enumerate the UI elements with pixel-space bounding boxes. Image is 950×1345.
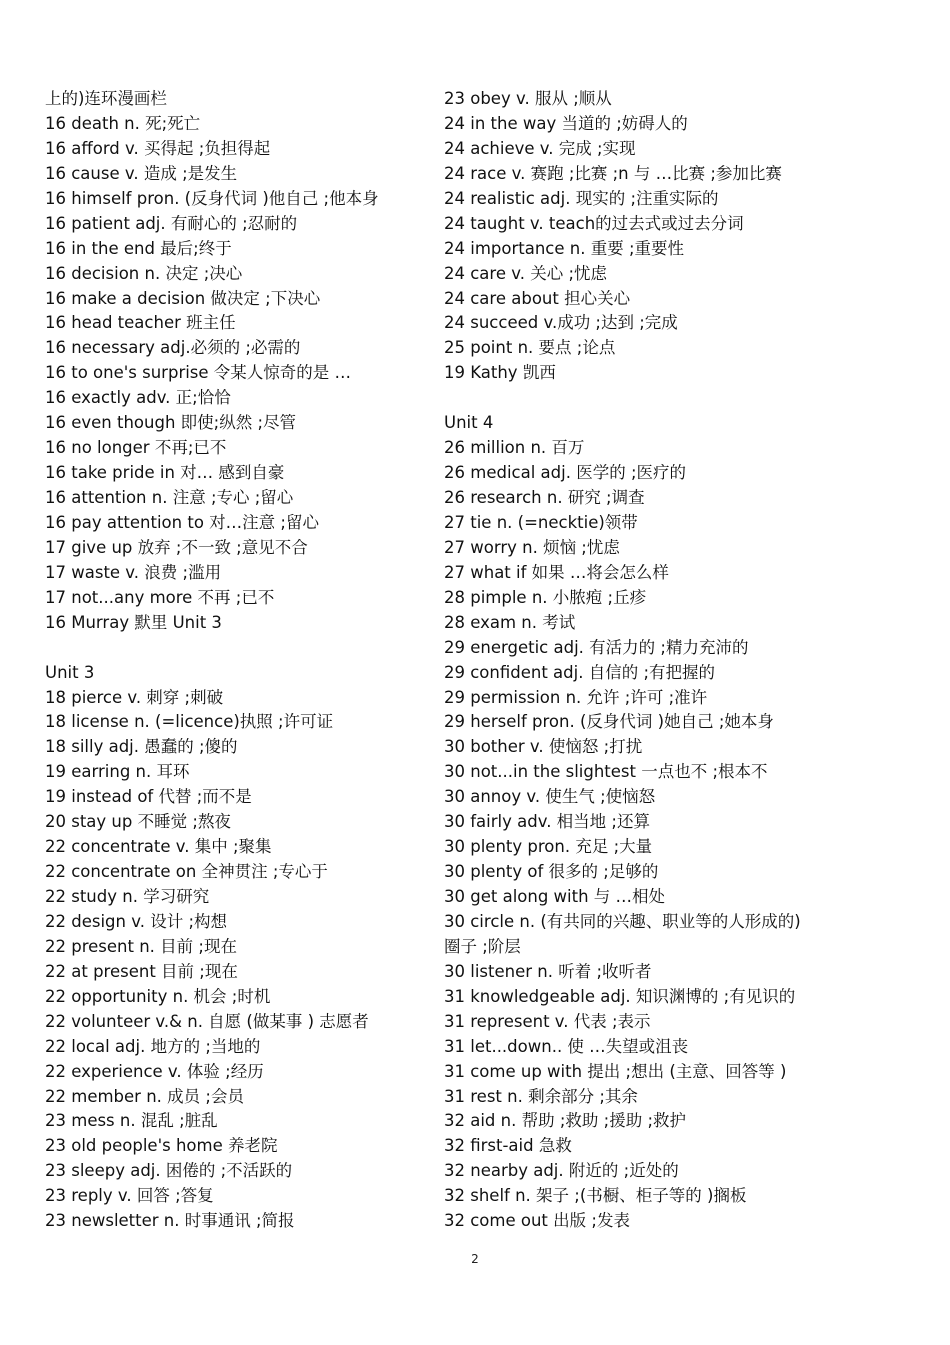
vocab-line: 23 newsletter n. 时事通讯 ;简报: [45, 1211, 295, 1231]
vocab-line: 24 achieve v. 完成 ;实现: [444, 138, 636, 158]
vocab-line: 23 mess n. 混乱 ;脏乱: [45, 1111, 218, 1131]
vocab-line: 25 point n. 要点 ;论点: [444, 338, 616, 358]
vocab-line: 19 Kathy 凯西: [444, 363, 556, 383]
vocab-line: 32 first-aid 急救: [444, 1136, 572, 1156]
vocab-line: 17 give up 放弃 ;不一致 ;意见不合: [45, 537, 308, 557]
vocab-line: 32 aid n. 帮助 ;救助 ;援助 ;救护: [444, 1111, 687, 1131]
vocab-line: 32 come out 出版 ;发表: [444, 1211, 630, 1231]
vocab-line: 24 in the way 当道的 ;妨碍人的: [444, 113, 688, 133]
vocab-line: 30 not...in the slightest 一点也不 ;根本不: [444, 762, 768, 782]
vocab-line: 16 death n. 死;死亡: [45, 113, 201, 133]
vocab-line: 22 volunteer v.& n. 自愿 (做某事 ) 志愿者: [45, 1011, 369, 1031]
vocab-line: 27 tie n. (=necktie)领带: [444, 512, 638, 532]
vocab-line: 31 come up with 提出 ;想出 (主意、回答等 ): [444, 1061, 787, 1081]
vocab-line: 22 experience v. 体验 ;经历: [45, 1061, 264, 1081]
vocab-line: 17 not...any more 不再 ;已不: [45, 587, 275, 607]
vocab-line: 29 permission n. 允许 ;许可 ;准许: [444, 687, 708, 707]
vocab-line: 24 importance n. 重要 ;重要性: [444, 238, 685, 258]
vocab-line: 24 realistic adj. 现实的 ;注重实际的: [444, 188, 719, 208]
vocab-line: 31 knowledgeable adj. 知识渊博的 ;有见识的: [444, 986, 796, 1006]
vocab-line: 31 rest n. 剩余部分 ;其余: [444, 1086, 638, 1106]
vocab-line: 23 sleepy adj. 困倦的 ;不活跃的: [45, 1161, 293, 1181]
vocab-line: 30 plenty pron. 充足 ;大量: [444, 837, 653, 857]
vocab-line: 16 take pride in 对… 感到自豪: [45, 463, 285, 483]
section-heading-unit-4: Unit 4: [444, 413, 494, 433]
vocab-line: 31 represent v. 代表 ;表示: [444, 1011, 651, 1031]
vocab-line: 16 no longer 不再;已不: [45, 438, 227, 458]
vocab-line: 23 obey v. 服从 ;顺从: [444, 89, 612, 108]
vocab-line: 28 pimple n. 小脓疱 ;丘疹: [444, 587, 647, 607]
vocab-line: 16 patient adj. 有耐心的 ;忍耐的: [45, 213, 298, 233]
vocab-line: 22 present n. 目前 ;现在: [45, 936, 237, 956]
vocab-line: 24 care v. 关心 ;忧虑: [444, 263, 608, 283]
vocab-line: 32 shelf n. 架子 ;(书橱、柜子等的 )搁板: [444, 1186, 747, 1206]
vocab-line: 24 care about 担心关心: [444, 288, 631, 308]
right-column: [444, 87, 814, 1234]
vocab-line: 22 at present 目前 ;现在: [45, 961, 238, 981]
vocab-line: 24 succeed v.成功 ;达到 ;完成: [444, 313, 678, 333]
vocab-line: 29 confident adj. 自信的 ;有把握的: [444, 662, 716, 682]
vocab-line: 22 study n. 学习研究: [45, 887, 210, 906]
page-number: 2: [471, 1252, 479, 1266]
vocab-line: 18 pierce v. 刺穿 ;刺破: [45, 687, 224, 707]
vocab-line: 16 even though 即使;纵然 ;尽管: [45, 413, 297, 433]
vocab-line: 23 reply v. 回答 ;答复: [45, 1186, 214, 1206]
vocab-line: 30 fairly adv. 相当地 ;还算: [444, 812, 650, 832]
vocab-line: 24 race v. 赛跑 ;比赛 ;n 与 …比赛 ;参加比赛: [444, 163, 782, 183]
vocab-line: 20 stay up 不睡觉 ;熬夜: [45, 812, 231, 832]
vocab-line: 19 earring n. 耳环: [45, 762, 190, 782]
vocab-line: 上的)连环漫画栏: [45, 89, 167, 108]
vocab-line: 27 what if 如果 …将会怎么样: [444, 562, 669, 582]
vocab-line: 16 exactly adv. 正;恰恰: [45, 388, 231, 408]
vocab-line: 16 himself pron. (反身代词 )他自己 ;他本身: [45, 188, 379, 208]
vocab-line: 28 exam n. 考试: [444, 612, 576, 632]
vocab-line: 16 in the end 最后;终于: [45, 238, 232, 258]
vocab-line: 16 cause v. 造成 ;是发生: [45, 163, 238, 183]
vocab-line: 16 attention n. 注意 ;专心 ;留心: [45, 488, 294, 507]
vocab-line: 30 get along with 与 …相处: [444, 887, 666, 906]
vocab-line: 32 nearby adj. 附近的 ;近处的: [444, 1161, 679, 1181]
vocab-line: 16 necessary adj.必须的 ;必需的: [45, 338, 301, 358]
vocab-line: 22 opportunity n. 机会 ;时机: [45, 986, 271, 1006]
vocab-line: 23 old people's home 养老院: [45, 1136, 278, 1156]
vocab-line: 22 member n. 成员 ;会员: [45, 1086, 244, 1106]
vocab-line: 24 taught v. teach的过去式或过去分词: [444, 213, 744, 233]
vocab-line: 31 let...down.. 使 …失望或沮丧: [444, 1036, 689, 1056]
vocab-line: 26 medical adj. 医学的 ;医疗的: [444, 463, 686, 483]
blank-line: [45, 636, 425, 661]
vocab-line: 16 to one's surprise 令某人惊奇的是 …: [45, 363, 352, 383]
vocab-line: 26 research n. 研究 ;调查: [444, 488, 645, 507]
vocab-line: 30 bother v. 使恼怒 ;打扰: [444, 737, 643, 757]
vocab-line: 16 pay attention to 对…注意 ;留心: [45, 512, 319, 532]
vocab-line: 30 listener n. 听着 ;收听者: [444, 961, 652, 981]
vocab-line: 22 local adj. 地方的 ;当地的: [45, 1036, 261, 1056]
vocab-line: 26 million n. 百万: [444, 438, 585, 458]
vocab-line: 22 concentrate on 全神贯注 ;专心于: [45, 862, 328, 882]
blank-line: [444, 386, 814, 411]
left-column: [45, 87, 425, 1234]
vocab-line: 16 decision n. 决定 ;决心: [45, 263, 243, 283]
vocab-line: 18 license n. (=licence)执照 ;许可证: [45, 712, 334, 732]
vocab-line: 30 plenty of 很多的 ;足够的: [444, 862, 659, 882]
vocab-line: 29 herself pron. (反身代词 )她自己 ;她本身: [444, 712, 774, 732]
vocab-line: 30 circle n. (有共同的兴趣、职业等的人形成的)圈子 ;阶层: [444, 911, 801, 956]
vocab-line: 27 worry n. 烦恼 ;忧虑: [444, 537, 620, 557]
vocab-line: 29 energetic adj. 有活力的 ;精力充沛的: [444, 637, 749, 657]
vocab-line: 30 annoy v. 使生气 ;使恼怒: [444, 787, 656, 807]
vocab-line: 16 make a decision 做决定 ;下决心: [45, 288, 321, 308]
vocab-line: 22 design v. 设计 ;构想: [45, 911, 227, 931]
vocab-line: 16 head teacher 班主任: [45, 313, 236, 333]
vocab-line: 22 concentrate v. 集中 ;聚集: [45, 837, 272, 857]
vocab-line: 19 instead of 代替 ;而不是: [45, 787, 252, 807]
vocab-line: 18 silly adj. 愚蠢的 ;傻的: [45, 737, 238, 757]
section-heading-unit-3: Unit 3: [45, 662, 95, 682]
vocab-line: 16 afford v. 买得起 ;负担得起: [45, 138, 271, 158]
vocab-line: 16 Murray 默里 Unit 3: [45, 612, 222, 632]
vocab-line: 17 waste v. 浪费 ;滥用: [45, 562, 222, 582]
